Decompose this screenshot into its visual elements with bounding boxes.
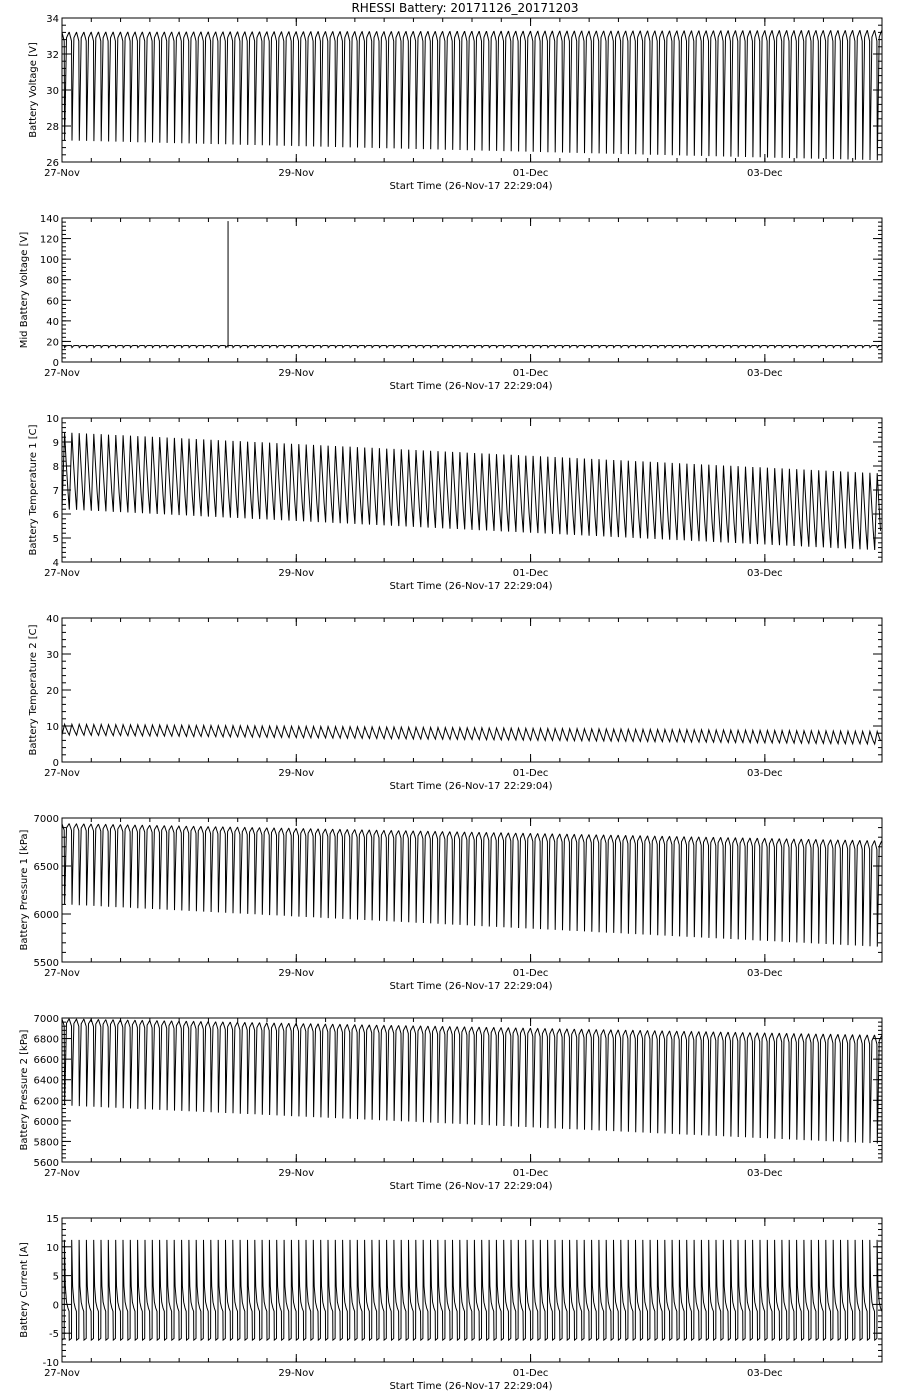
x-tick-label: 01-Dec bbox=[512, 1168, 549, 1179]
y-tick-label: 80 bbox=[46, 275, 59, 287]
x-tick-label: 27-Nov bbox=[44, 168, 80, 179]
x-tick-label: 29-Nov bbox=[278, 1368, 315, 1379]
x-tick-label: 29-Nov bbox=[278, 168, 315, 179]
chart-panel-2 bbox=[19, 214, 882, 392]
x-axis-label: Start Time (26-Nov-17 22:29:04) bbox=[389, 781, 553, 792]
data-series-line bbox=[62, 31, 882, 161]
x-tick-label: 03-Dec bbox=[747, 768, 783, 779]
y-tick-label: 20 bbox=[46, 337, 59, 349]
x-tick-label: 29-Nov bbox=[278, 1168, 315, 1179]
y-axis-label: Battery Pressure 2 [kPa] bbox=[19, 1029, 30, 1151]
y-axis-label: Battery Voltage [V] bbox=[28, 42, 39, 138]
data-series-line bbox=[62, 346, 882, 348]
chart-panel-1 bbox=[28, 14, 882, 192]
y-tick-label: -5 bbox=[49, 1329, 59, 1341]
y-tick-label: 5500 bbox=[33, 958, 59, 969]
x-tick-label: 27-Nov bbox=[44, 568, 80, 579]
y-tick-label: 28 bbox=[46, 122, 59, 133]
y-tick-label: 26 bbox=[46, 158, 59, 169]
x-tick-label: 01-Dec bbox=[512, 568, 549, 579]
y-tick-label: 15 bbox=[46, 1214, 59, 1225]
y-tick-label: 6000 bbox=[33, 910, 59, 921]
y-tick-label: 60 bbox=[46, 296, 59, 308]
x-tick-label: 01-Dec bbox=[512, 768, 549, 779]
y-tick-label: 0 bbox=[52, 358, 59, 369]
data-series-line bbox=[62, 432, 881, 550]
x-tick-label: 27-Nov bbox=[44, 368, 80, 379]
x-tick-label: 01-Dec bbox=[512, 968, 549, 979]
chart-panel-6 bbox=[19, 1014, 882, 1192]
y-tick-label: 30 bbox=[46, 86, 59, 97]
y-tick-label: 10 bbox=[46, 414, 59, 425]
x-tick-label: 29-Nov bbox=[278, 968, 315, 979]
y-tick-label: 5 bbox=[52, 1271, 59, 1283]
x-tick-label: 01-Dec bbox=[512, 368, 549, 379]
y-tick-label: 0 bbox=[52, 1300, 59, 1312]
y-tick-label: 140 bbox=[39, 214, 59, 225]
y-tick-label: 34 bbox=[46, 14, 59, 25]
y-tick-label: 6000 bbox=[33, 1116, 59, 1128]
plot-frame bbox=[62, 818, 882, 962]
y-tick-label: 4 bbox=[52, 558, 59, 569]
y-tick-label: 30 bbox=[46, 650, 59, 661]
y-tick-label: 40 bbox=[46, 614, 59, 625]
y-tick-label: 6 bbox=[52, 510, 59, 521]
x-tick-label: 27-Nov bbox=[44, 968, 80, 979]
data-series-line bbox=[62, 824, 882, 947]
x-tick-label: 03-Dec bbox=[747, 968, 783, 979]
x-tick-label: 29-Nov bbox=[278, 368, 315, 379]
data-series-line bbox=[62, 1019, 882, 1144]
y-tick-label: 32 bbox=[46, 50, 59, 61]
x-tick-label: 01-Dec bbox=[512, 168, 549, 179]
y-tick-label: 5 bbox=[52, 534, 59, 545]
data-series-line bbox=[62, 1240, 882, 1340]
x-tick-label: 29-Nov bbox=[278, 568, 315, 579]
y-tick-label: 8 bbox=[52, 462, 59, 473]
y-tick-label: 6800 bbox=[33, 1034, 59, 1046]
y-tick-label: 100 bbox=[39, 255, 59, 267]
y-axis-label: Battery Pressure 1 [kPa] bbox=[19, 829, 30, 951]
chart-panel-3 bbox=[28, 414, 882, 592]
y-tick-label: -10 bbox=[42, 1358, 59, 1369]
x-tick-label: 29-Nov bbox=[278, 768, 315, 779]
chart-panel-5 bbox=[19, 814, 882, 992]
y-axis-label: Battery Current [A] bbox=[19, 1242, 30, 1338]
x-axis-label: Start Time (26-Nov-17 22:29:04) bbox=[389, 981, 553, 992]
chart-panel-7 bbox=[19, 1214, 882, 1392]
y-tick-label: 120 bbox=[39, 234, 59, 246]
x-tick-label: 27-Nov bbox=[44, 1368, 80, 1379]
y-tick-label: 20 bbox=[46, 686, 59, 697]
y-tick-label: 10 bbox=[46, 722, 59, 733]
y-tick-label: 6500 bbox=[33, 862, 59, 873]
y-axis-label: Battery Temperature 2 [C] bbox=[28, 624, 39, 756]
y-tick-label: 5800 bbox=[33, 1137, 59, 1149]
y-tick-label: 40 bbox=[46, 316, 59, 328]
y-axis-label: Mid Battery Voltage [V] bbox=[19, 231, 30, 349]
y-tick-label: 0 bbox=[52, 758, 59, 769]
plot-frame bbox=[62, 218, 882, 362]
y-tick-label: 6200 bbox=[33, 1096, 59, 1108]
data-series-line bbox=[62, 724, 881, 744]
y-tick-label: 6400 bbox=[33, 1075, 59, 1087]
x-tick-label: 03-Dec bbox=[747, 1368, 783, 1379]
y-tick-label: 7 bbox=[52, 486, 59, 497]
y-tick-label: 10 bbox=[46, 1242, 59, 1254]
x-tick-label: 03-Dec bbox=[747, 168, 783, 179]
chart-panel-4 bbox=[28, 614, 882, 792]
x-axis-label: Start Time (26-Nov-17 22:29:04) bbox=[389, 581, 553, 592]
y-tick-label: 7000 bbox=[33, 814, 59, 825]
y-tick-label: 5600 bbox=[33, 1158, 59, 1169]
x-tick-label: 03-Dec bbox=[747, 368, 783, 379]
y-tick-label: 7000 bbox=[33, 1014, 59, 1025]
x-tick-label: 03-Dec bbox=[747, 1168, 783, 1179]
x-tick-label: 01-Dec bbox=[512, 1368, 549, 1379]
x-axis-label: Start Time (26-Nov-17 22:29:04) bbox=[389, 181, 553, 192]
x-tick-label: 27-Nov bbox=[44, 768, 80, 779]
x-tick-label: 03-Dec bbox=[747, 568, 783, 579]
x-axis-label: Start Time (26-Nov-17 22:29:04) bbox=[389, 381, 553, 392]
x-tick-label: 27-Nov bbox=[44, 1168, 80, 1179]
y-tick-label: 9 bbox=[52, 438, 59, 449]
y-tick-label: 6600 bbox=[33, 1055, 59, 1067]
y-axis-label: Battery Temperature 1 [C] bbox=[28, 424, 39, 556]
figure-title: RHESSI Battery: 20171126_20171203 bbox=[351, 1, 579, 15]
x-axis-label: Start Time (26-Nov-17 22:29:04) bbox=[389, 1381, 553, 1392]
x-axis-label: Start Time (26-Nov-17 22:29:04) bbox=[389, 1181, 553, 1192]
